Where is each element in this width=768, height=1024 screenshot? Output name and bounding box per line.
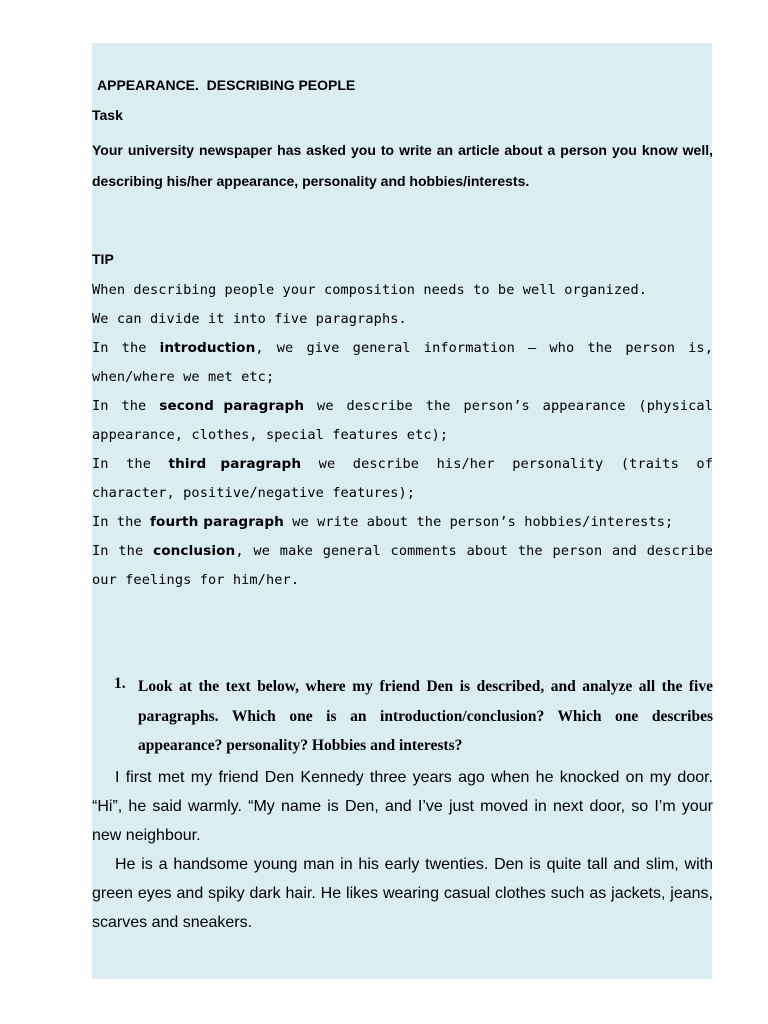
tip-text: we describe the person’s appearance (physical appearance, clothes, special features etc);	[92, 398, 713, 443]
task-text: Your university newspaper has asked you to write an article about a person you know well, describing his/her appearance, personality and hobbies/interests.	[92, 142, 713, 189]
tip-text: we write about the person’s hobbies/interests;	[283, 514, 674, 530]
sample-text	[92, 763, 713, 937]
tip-keyword: fourth paragraph	[150, 514, 284, 530]
tip-text: , we make general comments about the person and describe our feelings for him/her.	[92, 543, 713, 588]
tip-paragraph-third	[92, 450, 713, 508]
tip-text: In the	[92, 543, 154, 559]
tip-block	[92, 276, 713, 595]
tip-line-1: When describing people your composition needs to be well organized.	[92, 282, 648, 298]
tip-paragraph-conclusion	[92, 537, 713, 595]
tip-text: In the	[92, 340, 160, 356]
tip-keyword: introduction	[159, 340, 256, 356]
tip-label: TIP	[92, 251, 114, 267]
tip-text: In the	[92, 456, 169, 472]
question-number: 1.	[114, 675, 126, 692]
tip-keyword: third paragraph	[168, 456, 302, 472]
document-page	[92, 43, 712, 979]
tip-text: we describe his/her personality (traits of character, positive/negative features);	[92, 456, 713, 501]
task-label: Task	[92, 107, 123, 123]
question-text: Look at the text below, where my friend Den is described, and analyze all the five paragraphs. Which one is an introduction/conclusion? Which one describes appearance? personality? Hobbies and interests?	[138, 678, 713, 754]
tip-paragraph-introduction	[92, 334, 713, 392]
document-heading: APPEARANCE. DESCRIBING PEOPLE	[97, 77, 356, 93]
tip-text: In the	[92, 514, 150, 530]
tip-paragraph-fourth	[92, 508, 713, 537]
tip-text: In the	[92, 398, 160, 414]
sample-paragraph-2: He is a handsome young man in his early twenties. Den is quite tall and slim, with green eyes and spiky dark hair. He likes wearing casual clothes such as jackets, jeans, scarves and sneakers.	[92, 856, 713, 931]
tip-text: , we give general information – who the person is, when/where we met etc;	[92, 340, 713, 385]
tip-keyword: conclusion	[153, 543, 236, 559]
sample-paragraph-1: I first met my friend Den Kennedy three years ago when he knocked on my door. “Hi”, he said warmly. “My name is Den, and I’ve just moved in next door, so I’m your new neighbour.	[92, 769, 713, 844]
tip-keyword: second paragraph	[159, 398, 305, 414]
tip-paragraph-second	[92, 392, 713, 450]
tip-line-2: We can divide it into five paragraphs.	[92, 311, 407, 327]
